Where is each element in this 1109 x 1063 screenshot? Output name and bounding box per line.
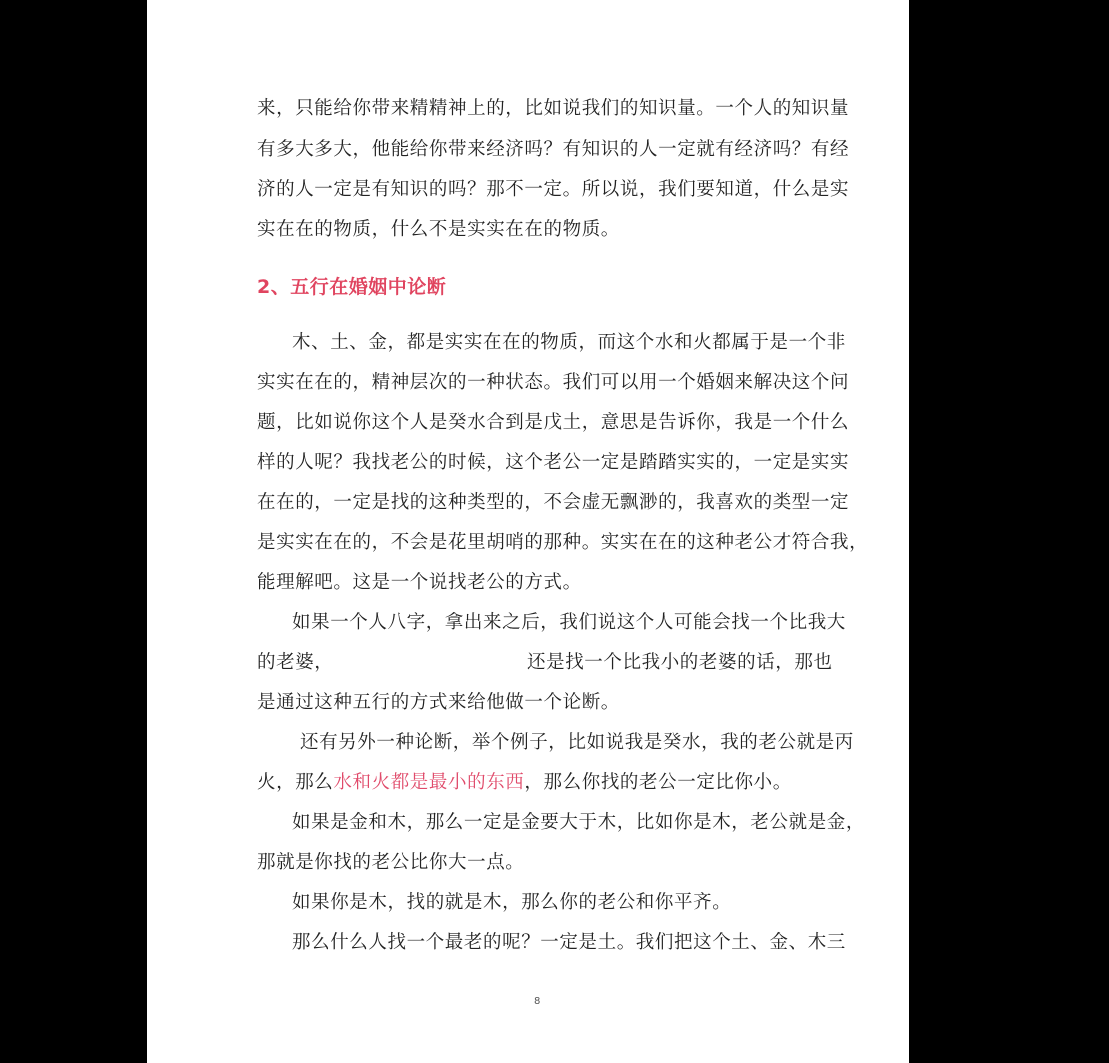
text-line: 样的人呢？我找老公的时候，这个老公一定是踏踏实实的，一定是实实: [257, 452, 850, 473]
highlighted-text: 水和火都是最小的东西: [333, 772, 525, 793]
text-line: 来，只能给你带来精精神上的，比如说我们的知识量。一个人的知识量: [257, 98, 850, 119]
section-heading: 2、五行在婚姻中论断: [257, 276, 447, 298]
text-line: 是实实在在的，不会是花里胡哨的那种。实实在在的这种老公才符合我，: [257, 532, 869, 553]
paragraph-start: 还有另外一种论断，举个例子，比如说我是癸水，我的老公就是丙: [300, 732, 854, 753]
paragraph-start: 木、土、金，都是实实在在的物质，而这个水和火都属于是一个非: [292, 332, 846, 353]
text-line: 在在的，一定是找的这种类型的，不会虚无飘渺的，我喜欢的类型一定: [257, 492, 850, 513]
text-line: 还是找一个比我小的老婆的话，那也: [527, 652, 833, 673]
paragraph-start: 如果是金和木，那么一定是金要大于木，比如你是木，老公就是金，: [292, 812, 866, 833]
document-page: [147, 0, 909, 1063]
text-line: 的老婆，: [257, 652, 334, 673]
text-line: 是通过这种五行的方式来给他做一个论断。: [257, 692, 620, 713]
paragraph-start: 那么什么人找一个最老的呢？一定是土。我们把这个土、金、木三: [292, 932, 846, 953]
text-line: 实在在的物质，什么不是实实在在的物质。: [257, 219, 620, 240]
text-line: 济的人一定是有知识的吗？那不一定。所以说，我们要知道，什么是实: [257, 179, 850, 200]
text-line: 能理解吧。这是一个说找老公的方式。: [257, 572, 582, 593]
page-number: 8: [534, 996, 541, 1007]
paragraph-start: 如果一个人八字，拿出来之后，我们说这个人可能会找一个比我大: [292, 612, 846, 633]
text-line: 题，比如说你这个人是癸水合到是戊土，意思是告诉你，我是一个什么: [257, 412, 850, 433]
text-line: 那就是你找的老公比你大一点。: [257, 852, 525, 873]
text-segment: 火，那么: [257, 772, 334, 793]
text-line: 实实在在的，精神层次的一种状态。我们可以用一个婚姻来解决这个问: [257, 372, 850, 393]
text-segment: ，那么你找的老公一定比你小。: [524, 772, 792, 793]
text-line: 有多大多大，他能给你带来经济吗？有知识的人一定就有经济吗？有经: [257, 139, 850, 160]
text-line: [257, 768, 792, 794]
paragraph-start: 如果你是木，找的就是木，那么你的老公和你平齐。: [292, 892, 732, 913]
